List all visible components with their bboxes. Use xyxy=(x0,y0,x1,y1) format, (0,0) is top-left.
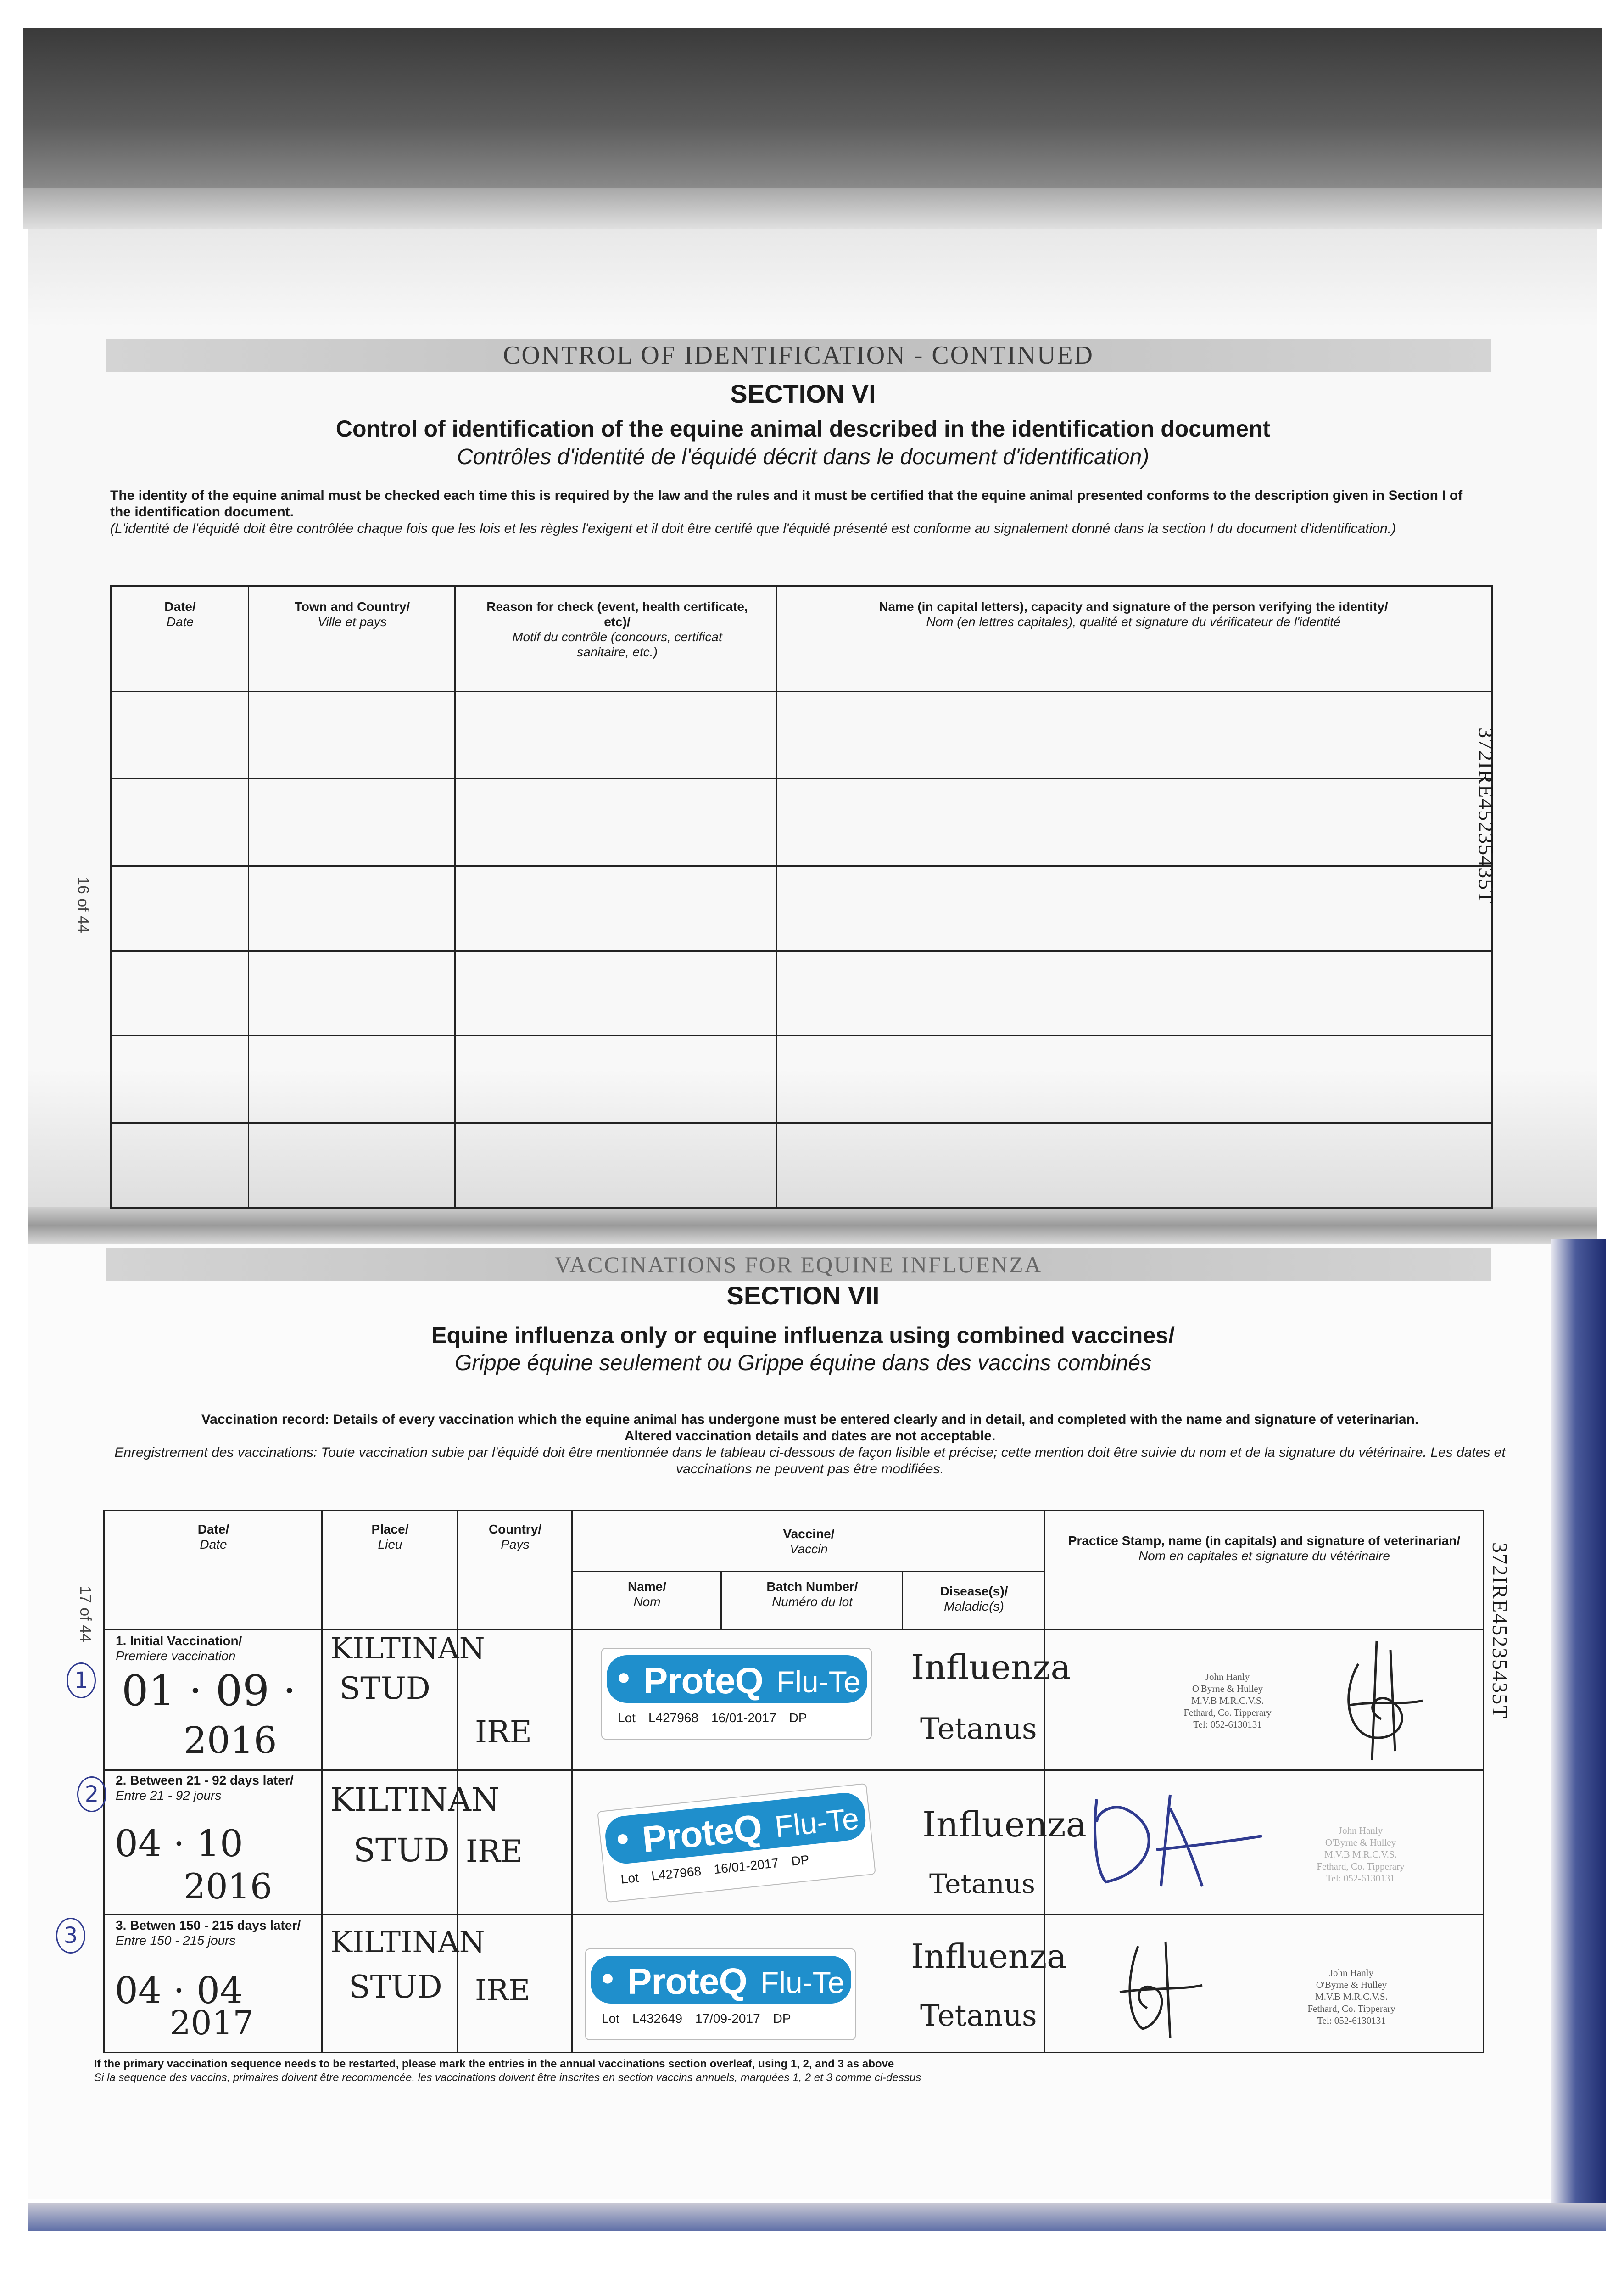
row2-disease2: Tetanus xyxy=(929,1868,1035,1899)
row1-place-line2: STUD xyxy=(340,1671,430,1706)
section7-title: Equine influenza only or equine influenza using combined vaccines/ xyxy=(431,1322,1175,1348)
row2-date-line2: 2016 xyxy=(184,1866,273,1907)
row3-vaccine-sticker xyxy=(585,1948,856,2040)
s7-col-disease: Disease(s)/ Maladie(s) xyxy=(940,1584,1008,1613)
row1-date-line1: 01 · 09 · xyxy=(122,1666,296,1715)
droplet-icon: ● xyxy=(614,1824,631,1852)
row3-label: 3. Betwen 150 - 215 days later/ Entre 150 - 215 jours xyxy=(116,1918,301,1948)
page-fold xyxy=(28,1207,1597,1244)
row1-date-line2: 2016 xyxy=(184,1719,277,1762)
record-en: Details of every vaccination which the equine animal has undergone must be entered clearly and in detail, and completed with the name and signature of veterinarian. xyxy=(333,1412,1419,1427)
row2-place-line2: STUD xyxy=(353,1831,450,1869)
s7-col-name: Name/ Nom xyxy=(627,1579,667,1609)
row1-disease1: Influenza xyxy=(911,1648,1071,1687)
record-en2: Altered vaccination details and dates are not acceptable. xyxy=(624,1428,996,1444)
s7-col-stamp: Practice Stamp, name (in capitals) and signature of veterinarian/ Nom en capitales et signature du vétérinaire xyxy=(1068,1534,1461,1563)
side-id-upper: 372IRE45235435T xyxy=(1474,728,1498,905)
row2-circled-number: 2 xyxy=(77,1776,106,1812)
droplet-icon: ● xyxy=(617,1664,631,1690)
row1-vaccine-brand: ● ProteQ Flu-Te xyxy=(607,1655,867,1703)
droplet-icon: ● xyxy=(601,1965,615,1990)
side-id-lower: 372IRE45235435T xyxy=(1488,1542,1512,1719)
binder-edge xyxy=(1551,1239,1606,2226)
scanner-top-gradient xyxy=(23,188,1602,230)
row3-place-line2: STUD xyxy=(349,1969,442,2005)
row3-place-line1: KILTINAN xyxy=(330,1926,485,1959)
section6-title-fr: Contrôles d'identité de l'équidé décrit dans le document d'identification) xyxy=(457,445,1150,469)
row3-country: IRE xyxy=(475,1974,530,2008)
section7-footer xyxy=(94,2057,1494,2085)
row3-disease1: Influenza xyxy=(911,1937,1067,1976)
section6-number: SECTION VI xyxy=(730,379,876,408)
row2-practice-stamp: John Hanly O'Byrne & Hulley M.V.B M.R.C.V.S. Fethard, Co. Tipperary Tel: 052-6130131 xyxy=(1317,1825,1405,1884)
s6-col-town: Town and Country/ Ville et pays xyxy=(294,599,410,629)
row1-vet-signature xyxy=(1322,1632,1432,1769)
row3-date-line1: 04 · 04 xyxy=(115,1969,243,2012)
row3-date-line2: 2017 xyxy=(170,2004,254,2042)
row1-lot: Lot L427968 16/01-2017 DP xyxy=(618,1711,807,1725)
row2-country: IRE xyxy=(466,1834,523,1869)
s7-col-country: Country/ Pays xyxy=(488,1522,542,1551)
row1-place-line1: KILTINAN xyxy=(330,1632,485,1666)
record-fr: Enregistrement des vaccinations: Toute vaccination subie par l'équidé doit être mentionnée dans le tableau ci-dessous de façon lisible et précise; cette mention doit être suivie du nom et de la signature du vétérinaire. Les dates et vaccinations ne peuvent pas être modifiées. xyxy=(114,1445,1506,1477)
s7-col-batch: Batch Number/ Numéro du lot xyxy=(766,1579,858,1609)
row2-date-line1: 04 · 10 xyxy=(115,1822,243,1865)
s7-col-date: Date/ Date xyxy=(197,1522,229,1551)
s6-col-reason: Reason for check (event, health certificate, etc)/ Motif du contrôle (concours, certificat sanitaire, etc.) xyxy=(486,599,748,659)
page-number-17: 17 of 44 xyxy=(77,1586,94,1642)
row3-vaccine-brand: ● ProteQ Flu-Te xyxy=(591,1956,851,2004)
row3-lot: Lot L432649 17/09-2017 DP xyxy=(602,2011,791,2026)
row1-practice-stamp: John Hanly O'Byrne & Hulley M.V.B M.R.C.V.S. Fethard, Co. Tipperary Tel: 052-6130131 xyxy=(1183,1671,1272,1730)
section7-number: SECTION VII xyxy=(726,1281,880,1310)
row2-disease1: Influenza xyxy=(922,1804,1087,1845)
section7-title-fr: Grippe équine seulement ou Grippe équine dans des vaccins combinés xyxy=(454,1351,1152,1375)
row1-circled-number: 1 xyxy=(67,1662,96,1698)
section6-title: Control of identification of the equine animal described in the identification document xyxy=(335,416,1271,442)
section6-intro-en: The identity of the equine animal must be checked each time this is required by the law and the rules and it must be certified that the equine animal presented conforms to the description given in Section I of the identification document. xyxy=(110,488,1463,520)
section7-banner: VACCINATIONS FOR EQUINE INFLUENZA xyxy=(106,1248,1491,1281)
section7-record xyxy=(112,1411,1507,1478)
row1-label: 1. Initial Vaccination/ Premiere vaccination xyxy=(116,1634,242,1663)
row2-place-line1: KILTINAN xyxy=(330,1781,500,1819)
binder-bottom xyxy=(28,2203,1606,2231)
s7-col-place: Place/ Lieu xyxy=(371,1522,409,1551)
row2-vaccine-brand: ● ProteQ Flu-Te xyxy=(603,1791,868,1866)
row2-lot: Lot L427968 16/01-2017 DP xyxy=(620,1852,810,1886)
row1-vaccine-sticker xyxy=(601,1648,872,1740)
record-label: Vaccination record: xyxy=(201,1412,329,1427)
footer-fr: Si la sequence des vaccins, primaires doivent être recommencée, les vaccinations doivent être inscrites en section vaccins annuels, marquées 1, 2 et 3 comme ci-dessus xyxy=(94,2071,921,2084)
s7-col-vaccine: Vaccine/ Vaccin xyxy=(783,1527,835,1556)
row3-vet-signature xyxy=(1106,1932,1211,2043)
row2-label: 2. Between 21 - 92 days later/ Entre 21 - 92 jours xyxy=(116,1773,294,1802)
row3-circled-number: 3 xyxy=(56,1918,85,1954)
scanner-top-shadow xyxy=(23,28,1602,188)
row1-country: IRE xyxy=(475,1714,532,1750)
page-upper xyxy=(28,230,1597,1216)
page-number-16: 16 of 44 xyxy=(74,877,92,933)
section6-banner: CONTROL OF IDENTIFICATION - CONTINUED xyxy=(106,339,1491,372)
row3-disease2: Tetanus xyxy=(920,1999,1037,2033)
row3-practice-stamp: John Hanly O'Byrne & Hulley M.V.B M.R.C.V.S. Fethard, Co. Tipperary Tel: 052-6130131 xyxy=(1307,1967,1395,2026)
row1-disease2: Tetanus xyxy=(920,1712,1037,1746)
footer-en: If the primary vaccination sequence needs to be restarted, please mark the entries in the annual vaccinations section overleaf, using 1, 2, and 3 as above xyxy=(94,2058,894,2070)
section6-intro xyxy=(110,487,1487,537)
row2-vet-signature xyxy=(1078,1781,1271,1900)
section6-intro-fr: (L'identité de l'équidé doit être contrôlée chaque fois que les lois et les règles l'exigent et il doit être certifé que l'équidé présenté est conforme au signalement donné dans la section I du document d'identification.) xyxy=(110,521,1396,536)
s6-col-date: Date/ Date xyxy=(164,599,196,629)
s6-col-verifier: Name (in capital letters), capacity and signature of the person verifying the identity/ Nom (en lettres capitales), qualité et signature du vérificateur de l'identité xyxy=(879,599,1388,629)
